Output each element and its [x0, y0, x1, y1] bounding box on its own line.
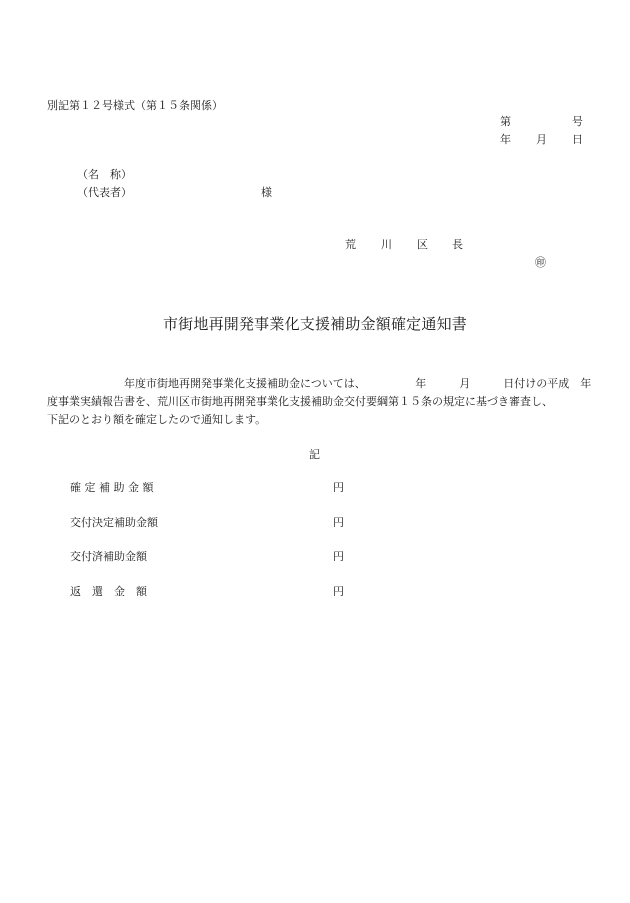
body-line: 下記のとおり額を確定したので通知します。 — [47, 413, 267, 426]
item-label-paid-amount: 交付済補助金額 — [70, 550, 147, 563]
seal-mark: ㊞ — [535, 256, 546, 269]
item-unit-paid-amount: 円 — [333, 550, 344, 563]
item-label-refund-amount: 返 還 金 額 — [70, 585, 147, 598]
item-unit-decided-amount: 円 — [333, 516, 344, 529]
body-line: 度事業実績報告書を、荒川区市街地再開発事業化支援補助金交付要綱第１５条の規定に基づき審査し、 — [47, 395, 553, 408]
issuer-char-1: 荒 — [345, 238, 356, 251]
issuer-char-3: 区 — [417, 238, 428, 251]
ki-heading: 記 — [309, 448, 320, 461]
body-line: 年度市街地再開発事業化支援補助金については、 年 月 日付けの平成 年 — [47, 377, 592, 390]
issuer-char-4: 長 — [452, 238, 463, 251]
form-number: 別記第１２号様式（第１５条関係） — [47, 99, 223, 112]
item-label-decided-amount: 交付決定補助金額 — [70, 516, 158, 529]
item-unit-refund-amount: 円 — [333, 585, 344, 598]
doc-no-suffix: 号 — [572, 115, 583, 128]
body-paragraph — [47, 375, 592, 429]
date-year: 年 — [500, 133, 511, 146]
issuer-char-2: 川 — [381, 238, 392, 251]
date-month: 月 — [536, 133, 547, 146]
addressee-representative-label: （代表者） — [77, 186, 132, 199]
item-unit-confirmed-amount: 円 — [333, 481, 344, 494]
date-day: 日 — [572, 133, 583, 146]
document-title: 市街地再開発事業化支援補助金額確定通知書 — [162, 315, 467, 333]
item-label-confirmed-amount: 確 定 補 助 金 額 — [70, 481, 154, 494]
doc-no-prefix: 第 — [500, 115, 511, 128]
addressee-name-label: （名 称） — [77, 168, 132, 181]
addressee-honorific: 様 — [261, 186, 272, 199]
